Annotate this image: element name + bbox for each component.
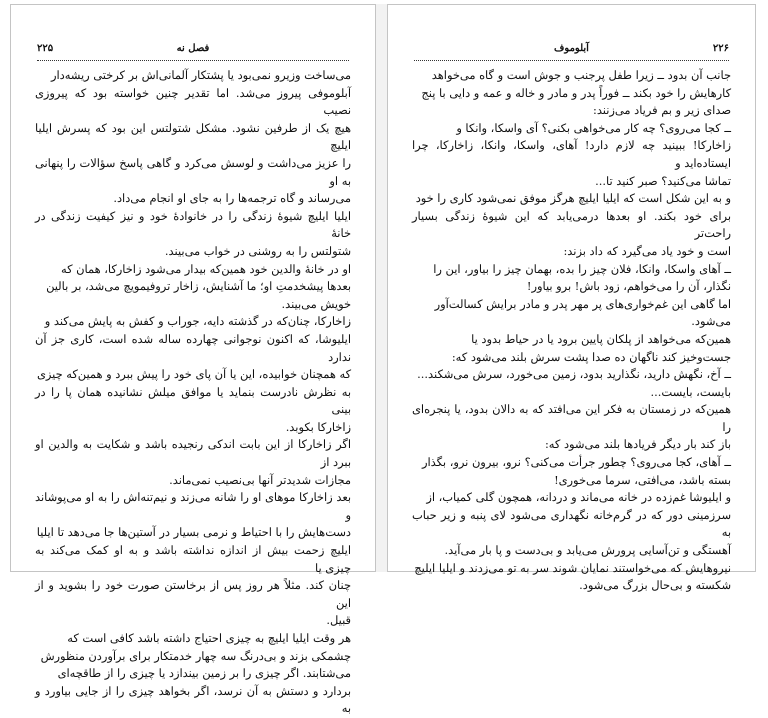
text-line: نگذار، آن را می‌خواهم، زود باش! برو بیاور! [526, 279, 731, 294]
text-line: همین‌که می‌خواهد از پلکان پایین برود یا در حیاط بدود یا [471, 331, 731, 346]
text-line: زاخارکا بکوبد. [285, 419, 351, 434]
text-line: او در خانهٔ والدین خود همین‌که بیدار می‌شود زاخارکا، همان که [61, 261, 351, 276]
text-line: می‌رساند و گاه ترجمه‌ها را به جای او انجام می‌داد. [113, 191, 351, 206]
text-line: ایلیوشا، که اکنون نوجوانی چهارده ساله شده است، کاری جز آن ندارد [35, 331, 351, 364]
text-line: آبلوموفی پیروز می‌شد. اما تقدیر چنین خواسته بود که پیروزی نصیب [35, 85, 351, 118]
text-line: جست‌وخیز کند ناگهان ده صدا پشت سرش بلند می‌شود که: [451, 349, 731, 364]
text-line: بعدها پیشخدمتِ او؛ ما آشنایش، زاخار تروفیمویچ می‌شد، بر بالین [46, 279, 351, 294]
right-page [387, 4, 756, 593]
right-page-running-title: آبلوموف [554, 43, 589, 54]
left-header-rule [37, 60, 349, 61]
text-line: سرزمینی دور که در گرم‌خانه نگهداری می‌شود لای پنبه و زیر حباب به [412, 507, 731, 540]
right-page-body [412, 67, 731, 593]
text-line: تماشا می‌کنید؟ صبر کنید تا... [595, 173, 731, 188]
text-line: می‌شود. [691, 314, 731, 329]
text-line: است و خود یاد می‌گیرد که داد بزند: [563, 243, 731, 258]
text-line: زاخارکا! ببینید چه لازم دارد! آهای، واسکا، وانکا، زاخارکا، چرا ایستاده‌اید و [412, 138, 731, 170]
text-line: قبیل. [326, 613, 351, 628]
right-header-rule [414, 60, 729, 61]
text-line: بردارد و دستش به آن نرسد، اگر بخواهد چیزی را از جایی بیاورد و به [35, 683, 351, 716]
text-line: اگر زاخارکا از این بابت اندکی رنجیده باشد و شکایت به والدین او ببرد از [35, 437, 351, 470]
text-line: باز کند بار دیگر فریادها بلند می‌شود که: [544, 437, 731, 452]
text-line: ــ آهای، کجا می‌روی؟ چطور جرأت می‌کنی؟ نرو، بیرون نرو، بگذار [421, 455, 731, 470]
text-line: چنان کند. مثلاً هر روز پس از برخاستن صورت خود را بشوید و از این [35, 578, 351, 610]
book-gutter [376, 4, 387, 572]
text-line: چشمکی بزند و بی‌درنگ سه چهار خدمتکار برای برآوردن منظورش [40, 648, 351, 663]
text-line: به نظرش نادرست بنماید یا موافق میلش نشانیده همان پا را در بینی [35, 384, 351, 417]
right-page-header [414, 43, 729, 59]
text-line: جانب آن بدود ــ زیرا طفل پرجنب و جوش است و گاه می‌خواهد [431, 68, 731, 82]
text-line: اما گاهی این غم‌خواری‌های پر مهر پدر و مادر برایش کسالت‌آور [434, 296, 731, 311]
text-line: مجازات شدیدتر آنها بی‌نصیب نمی‌ماند. [169, 472, 351, 487]
left-page-number: ۲۲۵ [37, 43, 54, 54]
text-line: بعد زاخارکا موهای او را شانه می‌زند و نیم‌تنه‌اش را به او می‌پوشاند و [35, 490, 351, 522]
text-line: و ایلیوشا غم‌زده در خانه می‌ماند و درد‌انه، همچون گلی کمیاب، از [426, 490, 731, 505]
text-line: ایلیچ زحمت بیش از اندازه نداشته باشد و به او کمک می‌کند به چیزی یا [35, 543, 351, 575]
left-page-body [35, 67, 351, 716]
left-page [10, 4, 376, 716]
text-line: خویش می‌بیند. [281, 296, 351, 311]
text-line: بایست، بایست... [650, 384, 731, 399]
text-line: و به این شکل است که ایلیا ایلیچ هرگز موفق نمی‌شود کاری را خود [415, 191, 731, 206]
text-line: ایلیا ایلیچ شیوهٔ زندگی را در خانوادهٔ خود و نیز کیفیت زندگی در خانهٔ [35, 208, 351, 241]
left-page-running-title: فصل نه [176, 43, 210, 54]
text-line: هر وقت ایلیا ایلیچ به چیزی احتیاج داشته باشد کافی است که [67, 631, 351, 645]
text-line: که همچنان خوابیده، این یا آن پای خود را پیش ببرد و همین‌که چیزی [36, 367, 351, 382]
text-line: شتولتس را به روشنی در خواب می‌بیند. [164, 243, 351, 258]
right-page-number: ۲۲۶ [712, 43, 729, 54]
left-page-header [37, 43, 349, 59]
text-line: همین‌که در زمستان به فکر این می‌افتد که به دالان بدود، یا پنجره‌ای را [412, 402, 731, 434]
text-line: کارهایش را خود بکند ــ فوراً پدر و مادر و خاله و عمه و دایی با پنج [421, 85, 731, 100]
text-line: را عزیز می‌داشت و لوسش می‌کرد و گاهی پاسخ سؤالات را پنهانی به او [35, 155, 351, 188]
text-line: برای خود بکند. او بعدها درمی‌یابد که این شیوهٔ زندگی بسیار راحت‌تر [412, 208, 731, 241]
text-line: آهستگی و تن‌آسایی پرورش می‌یابد و بی‌دست و پا بار می‌آید. [444, 543, 731, 558]
text-line: می‌ساخت وزیرو نمی‌بود یا پشتکار آلمانی‌اش بر کرختی ریشه‌دار [50, 68, 351, 82]
text-line: زاخارکا، چنان‌که در گذشته دایه، جوراب و کفش به پایش می‌کند و [44, 314, 351, 329]
text-line: هیچ یک از طرفین نشود. مشکل شتولتس این بود که پسرش ایلیا ایلیچ [35, 120, 351, 153]
text-line: بسته باشد، می‌افتی، سرما می‌خوری! [554, 472, 731, 487]
text-line: ــ کجا می‌روی؟ چه کار می‌خواهی بکنی؟ آی واسکا، وانکا و [456, 120, 731, 135]
text-line: نیروهایش که می‌خواستند نمایان شوند سر به تو می‌زدند و ایلیا ایلیچ [414, 560, 731, 575]
text-line: دست‌هایش را با احتیاط و نرمی بسیار در آستین‌ها جا می‌دهد تا ایلیا [36, 525, 351, 540]
text-line: می‌شتابند. اگر چیزی را بر زمین بیندازد یا چیزی را از طاقچه‌ای [57, 666, 351, 681]
text-line: ــ آخ، نگهش دارید، نگذارید بدود، زمین می‌خورد، سرش می‌شکند... [417, 367, 731, 382]
text-line: صدای زیر و بم فریاد می‌زنند: [592, 103, 731, 118]
text-line: ــ آهای واسکا، وانکا، فلان چیز را بده، بهمان چیز را بیاور، این را [433, 261, 731, 276]
text-line: شکسته و بی‌حال بزرگ می‌شود. [579, 578, 731, 593]
